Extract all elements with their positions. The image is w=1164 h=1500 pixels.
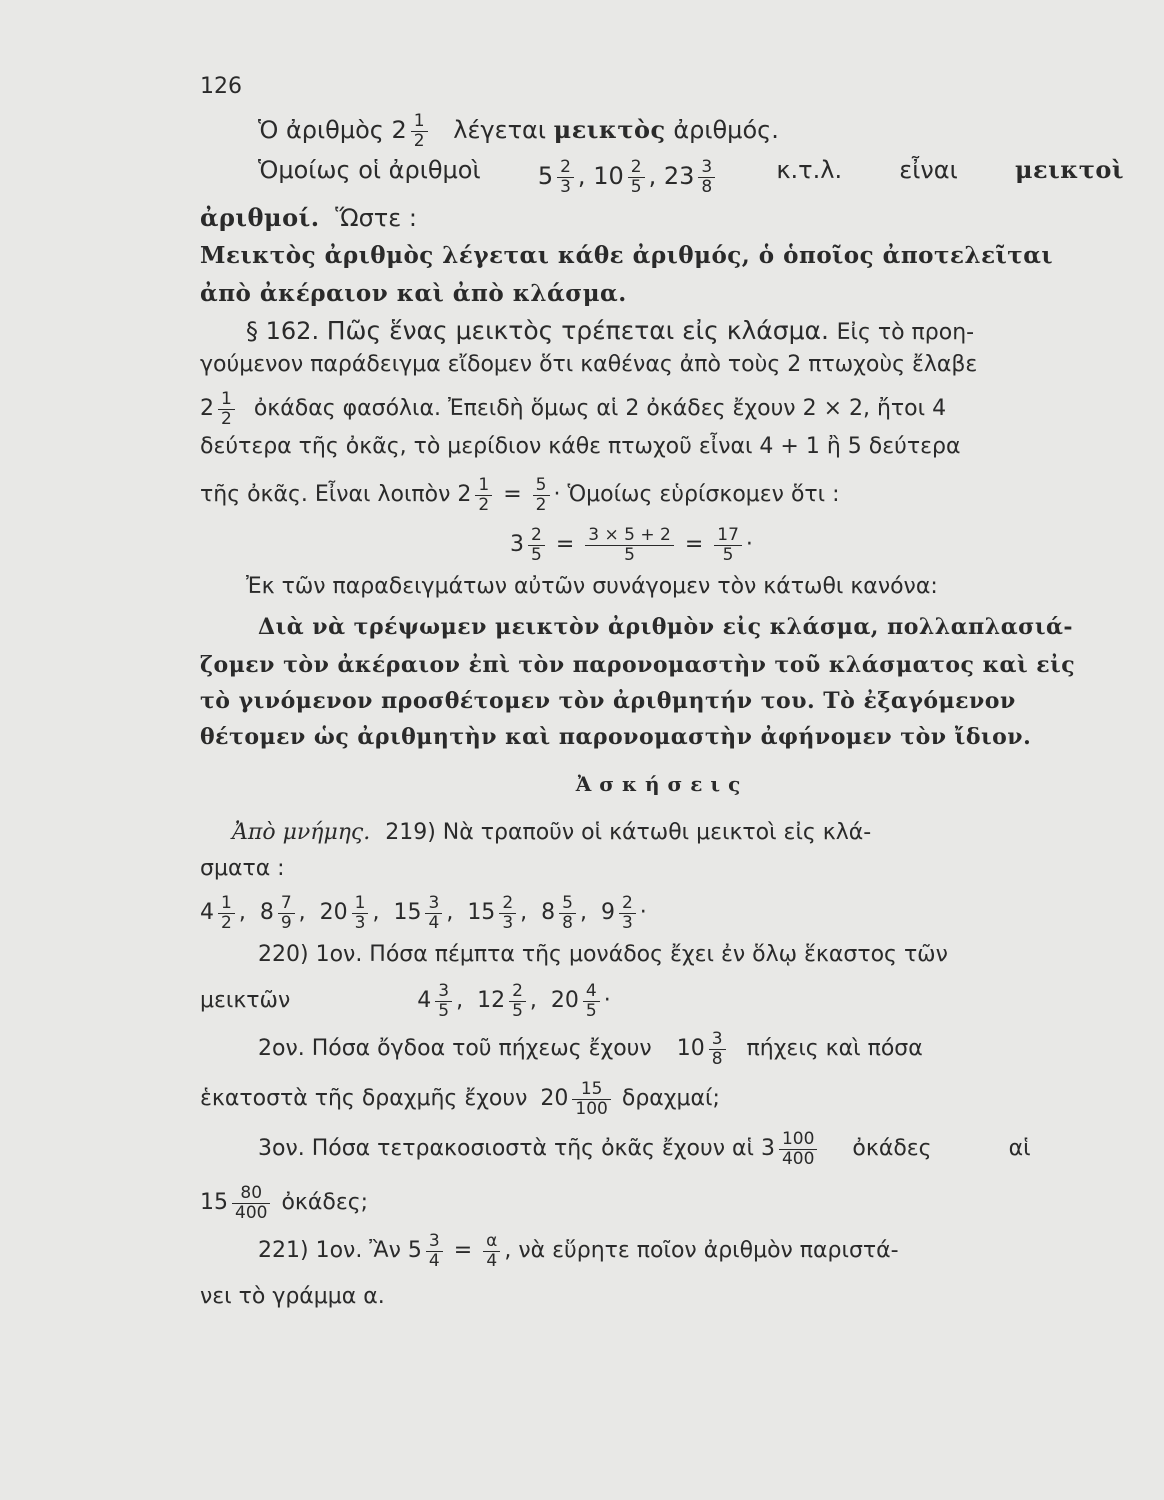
mixed-number: 4 $\frac{1}{2}$ , (200, 893, 246, 933)
rule-line-3: τὸ γινόμενον προσθέτομεν τὸν ἀριθμητήν του. Τὸ ἐξαγόμενον (200, 688, 1016, 714)
exercise-220-part3: 3ον. Πόσα τετρακοσιοστὰ τῆς ὀκᾶς ἔχουν αἱ 3 $\frac{100}{400}$ ὀκάδες αἱ (258, 1129, 1031, 1169)
exercise-line: ἑκατοστὰ τῆς δραχμῆς ἔχουν 20 $\frac{15}{100}$ δραχμαί; (200, 1079, 720, 1119)
rule-line-1: Διὰ νὰ τρέψωμεν μεικτὸν ἀριθμὸν εἰς κλάσμα, πολλαπλασιά- (258, 614, 1074, 640)
paragraph-line-equation: τῆς ὀκᾶς. Εἶναι λοιπὸν 2 $\frac{1}{2}$ = $\frac{5}{2}$ · Ὁμοίως εὑρίσκομεν ὅτι : (200, 475, 840, 515)
exercise-line: σματα : (200, 856, 285, 881)
exercise-line: 15 $\frac{80}{400}$ ὀκάδες; (200, 1183, 369, 1223)
text: κ.τ.λ. (776, 156, 843, 184)
exercise-220: 220) 1ον. Πόσα πέμπτα τῆς μονάδος ἔχει ἐν ὅλῳ ἕκαστος τῶν (258, 942, 948, 967)
bold-term: ἀριθμοί. (200, 203, 320, 232)
text: εἶναι (899, 156, 958, 184)
section-162-heading (246, 318, 1124, 344)
exercises-heading: Ἀσκήσεις (575, 772, 749, 796)
mixed-number: 4 $\frac{3}{5}$ , (417, 981, 464, 1021)
exercise-220-part2: 2ον. Πόσα ὄγδοα τοῦ πήχεως ἔχουν 10 $\frac{3}{8}$ πήχεις καὶ πόσα (258, 1029, 923, 1069)
exercise-219-numbers (200, 894, 1124, 932)
definition-line-1: Μεικτὸς ἀριθμὸς λέγεται κάθε ἀριθμός, ὁ ὁποῖος ἀποτελεῖται (200, 242, 1054, 269)
mixed-number: 15 $\frac{3}{4}$ , (393, 893, 454, 933)
bold-term: μεικτὸς (553, 115, 666, 145)
text: Ὁ ἀριθμὸς 2 (258, 116, 407, 145)
paragraph-line: δεύτερα τῆς ὀκᾶς, τὸ μερίδιον κάθε πτωχοῦ εἶναι 4 + 1 ἢ 5 δεύτερα (200, 434, 961, 459)
paragraph-line: 2 $\frac{1}{2}$ ὀκάδας φασόλια. Ἐπειδὴ ὅμως αἱ 2 ὀκάδες ἔχουν 2 × 2, ἤτοι 4 (200, 389, 947, 429)
section-title: Πῶς ἕνας μεικτὸς τρέπεται εἰς κλάσμα. (326, 316, 829, 345)
mixed-number: 12 $\frac{2}{5}$ , (477, 981, 537, 1021)
mixed-number: 9 $\frac{2}{3}$ · (600, 893, 647, 933)
mixed-number: 20 $\frac{1}{3}$ , (319, 893, 380, 933)
paragraph-line: γούμενον παράδειγμα εἴδομεν ὅτι καθένας ἀπὸ τοὺς 2 πτωχοὺς ἔλαβε (200, 352, 978, 377)
line-conclusion (200, 203, 1124, 232)
bold-term: μεικτοὶ (1014, 155, 1124, 184)
text: Ὥστε : (335, 204, 417, 232)
exercise-221: 221) 1ον. Ἂν 5 $\frac{3}{4}$ = $\frac{\alpha}{4}$ , νὰ εὕρητε ποῖον ἀριθμὸν παριστά- (258, 1231, 899, 1271)
section-number: § 162. (246, 317, 320, 345)
line-examples (258, 155, 1124, 197)
equation-line: 3 $\frac{2}{5}$ = $\frac{3 \times 5 + 2}{5}$ = $\frac{17}{5}$ · (510, 525, 753, 565)
mixed-number: 15 $\frac{2}{3}$ , (467, 893, 528, 933)
mixed-numbers: 5 $\frac{2}{3}$ , 10 $\frac{2}{5}$ , 23 $\frac{3}{8}$ (538, 158, 719, 196)
mixed-number: 20 $\frac{4}{5}$ · (550, 981, 611, 1021)
line-mixed-definition-example (258, 112, 1124, 150)
text: Εἰς τὸ προη- (836, 320, 975, 345)
exercise-219: Ἀπὸ μνήμης. 219) Νὰ τραποῦν οἱ κάτωθι μεικτοὶ εἰς κλά- (232, 820, 872, 845)
exercise-line: νει τὸ γράμμα α. (200, 1284, 385, 1309)
page-number: 126 (200, 74, 242, 99)
fraction: $\frac{1}{2}$ (411, 112, 428, 150)
rule-line-4: θέτομεν ὡς ἀριθμητὴν καὶ παρονομαστὴν ἀφήνομεν τὸν ἴδιον. (200, 724, 1032, 750)
text: Ὁμοίως οἱ ἀριθμοὶ (258, 156, 481, 184)
definition-line-2: ἀπὸ ἀκέραιον καὶ ἀπὸ κλάσμα. (200, 280, 627, 307)
mixed-number: 8 $\frac{5}{8}$ , (541, 893, 587, 933)
text: λέγεται (453, 116, 546, 145)
paragraph-line: Ἐκ τῶν παραδειγμάτων αὐτῶν συνάγομεν τὸν κάτωθι κανόνα: (246, 574, 938, 599)
mixed-number: 8 $\frac{7}{9}$ , (259, 893, 306, 933)
rule-line-2: ζομεν τὸν ἀκέραιον ἐπὶ τὸν παρονομαστὴν τοῦ κλάσματος καὶ εἰς (200, 652, 1076, 678)
text: ἀριθμός. (673, 116, 779, 145)
exercise-220-numbers: μεικτῶν 4 $\frac{3}{5}$ , 12 $\frac{2}{5}$ , 20 $\frac{4}{5}$ · (200, 981, 611, 1021)
